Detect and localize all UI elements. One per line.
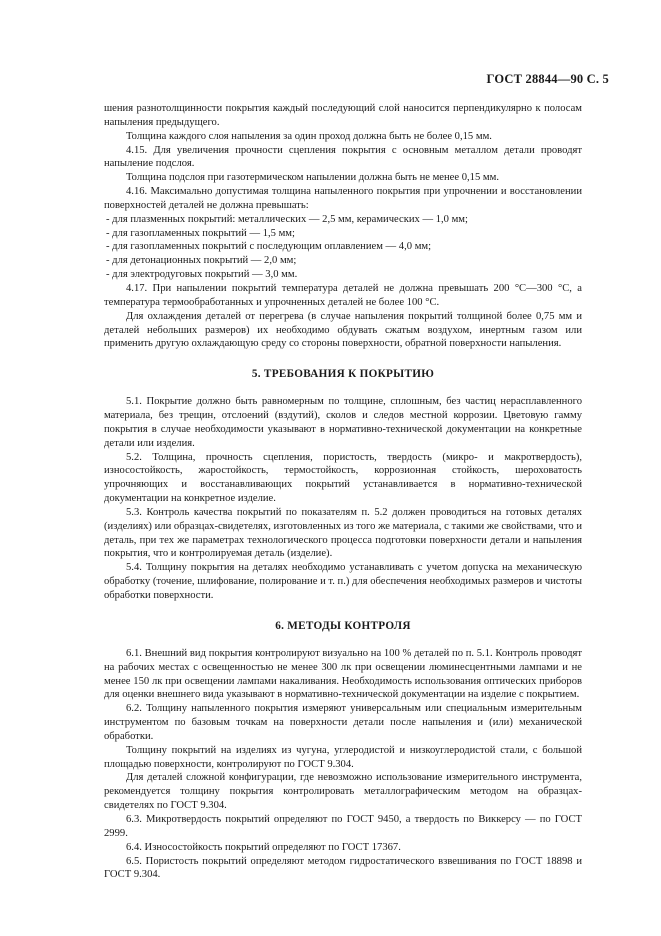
paragraph: 4.15. Для увеличения прочности сцепления покрытия с основным металлом детали проводят напыление подслоя. (104, 144, 582, 170)
list-item: - для газопламенных покрытий — 1,5 мм; (106, 227, 295, 239)
paragraph: 4.16. Максимально допустимая толщина напыленного покрытия при упрочнении и восстановлении поверхностей деталей не должна превышать: (104, 186, 582, 211)
document-body (104, 102, 582, 882)
paragraph: Толщина подслоя при газотермическом напылении должна быть не менее 0,15 мм. (126, 172, 499, 184)
paragraph: Для деталей сложной конфигурации, где невозможно использование измерительного инструмента, рекомендуется толщину покрытия контролировать металлографическим методом на образцах-свидетелях по ГОСТ 9.304. (104, 772, 582, 812)
list-item: - для газопламенных покрытий с последующим оплавлением — 4,0 мм; (106, 241, 432, 253)
paragraph: 5.2. Толщина, прочность сцепления, пористость, твердость (микро- и макротвердость), износостойкость, жаростойкость, термостойкость, коррозионная стойкость, шероховатость упрочняющих и восстанавливающих покрытий устанавливается в нормативно-технической документации на конкретное изделие. (104, 451, 582, 505)
paragraph: шения разнотолщинности покрытия каждый последующий слой наносится перпендикулярно к полосам напыления предыдущего. (104, 103, 582, 128)
paragraph: 5.1. Покрытие должно быть равномерным по толщине, сплошным, без частиц нерасплавленного материала, без трещин, отслоений (вздутий), сколов и следов местной коррозии. Цветовую гамму покрытия в случае необходимости указывают в нормативно-технической документации на конкретные детали или изделия. (104, 396, 582, 449)
paragraph: 6.2. Толщину напыленного покрытия измеряют универсальным или специальным измерительным инструментом по базовым точкам на поверхности детали после напыления и (или) механической обработки. (104, 703, 582, 742)
paragraph: Толщину покрытий на изделиях из чугуна, углеродистой и низкоуглеродистой стали, с большой площадью поверхности, контролируют по ГОСТ 9.304. (104, 744, 582, 770)
paragraph: 6.5. Пористость покрытий определяют методом гидростатического взвешивания по ГОСТ 18898 и ГОСТ 9.304. (104, 855, 582, 881)
page-header: ГОСТ 28844—90 С. 5 (486, 72, 609, 86)
paragraph: 6.1. Внешний вид покрытия контролируют визуально на 100 % деталей по п. 5.1. Контроль проводят на рабочих местах с освещенностью не менее 300 лк при освещении люминесцентными лампами и не менее 150 лк при освещении лампами накаливания. Необходимость использования оптических приборов для оценки внешнего вида указывают в нормативно-технической документации на изделие с покрытием. (104, 647, 582, 701)
paragraph: 6.3. Микротвердость покрытий определяют по ГОСТ 9450, а твердость по Виккерсу — по ГОСТ 2999. (104, 813, 582, 839)
thickness-list (104, 213, 582, 282)
paragraph: Для охлаждения деталей от перегрева (в случае напыления покрытий толщиной более 0,75 мм и деталей небольших размеров) их необходимо обдувать сжатым воздухом, инертным газом или применить другую охлаждающую среду со стороны поверхности, обратной поверхности напыления. (104, 310, 582, 350)
list-item: - для электродуговых покрытий — 3,0 мм. (106, 269, 298, 281)
list-item: - для плазменных покрытий: металлических — 2,5 мм, керамических — 1,0 мм; (106, 213, 468, 225)
paragraph: Толщина каждого слоя напыления за один проход должна быть не более 0,15 мм. (126, 130, 492, 142)
paragraph: 5.4. Толщину покрытия на деталях необходимо устанавливать с учетом допуска на механическую обработку (точение, шлифование, полирование и т. п.) для обеспечения необходимых размеров и чистоты обработки поверхности. (104, 562, 582, 601)
paragraph: 4.17. При напылении покрытий температура деталей не должна превышать 200 °С—300 °С, а температура термообработанных и упрочненных деталей не более 100 °С. (104, 282, 582, 308)
section-title: 6. МЕТОДЫ КОНТРОЛЯ (275, 619, 411, 632)
paragraph: 5.3. Контроль качества покрытий по показателям п. 5.2 должен проводиться на готовых деталях (изделиях) или образцах-свидетелях, изготовленных из того же материала, с такими же свойствами, что и деталь, при тех же параметрах технологического процесса подготовки поверхности детали и напыления покрытия, что и контролируемая деталь (изделие). (104, 506, 582, 560)
paragraph: 6.4. Износостойкость покрытий определяют по ГОСТ 17367. (126, 841, 401, 853)
section-title: 5. ТРЕБОВАНИЯ К ПОКРЫТИЮ (251, 368, 435, 381)
list-item: - для детонационных покрытий — 2,0 мм; (106, 255, 297, 267)
